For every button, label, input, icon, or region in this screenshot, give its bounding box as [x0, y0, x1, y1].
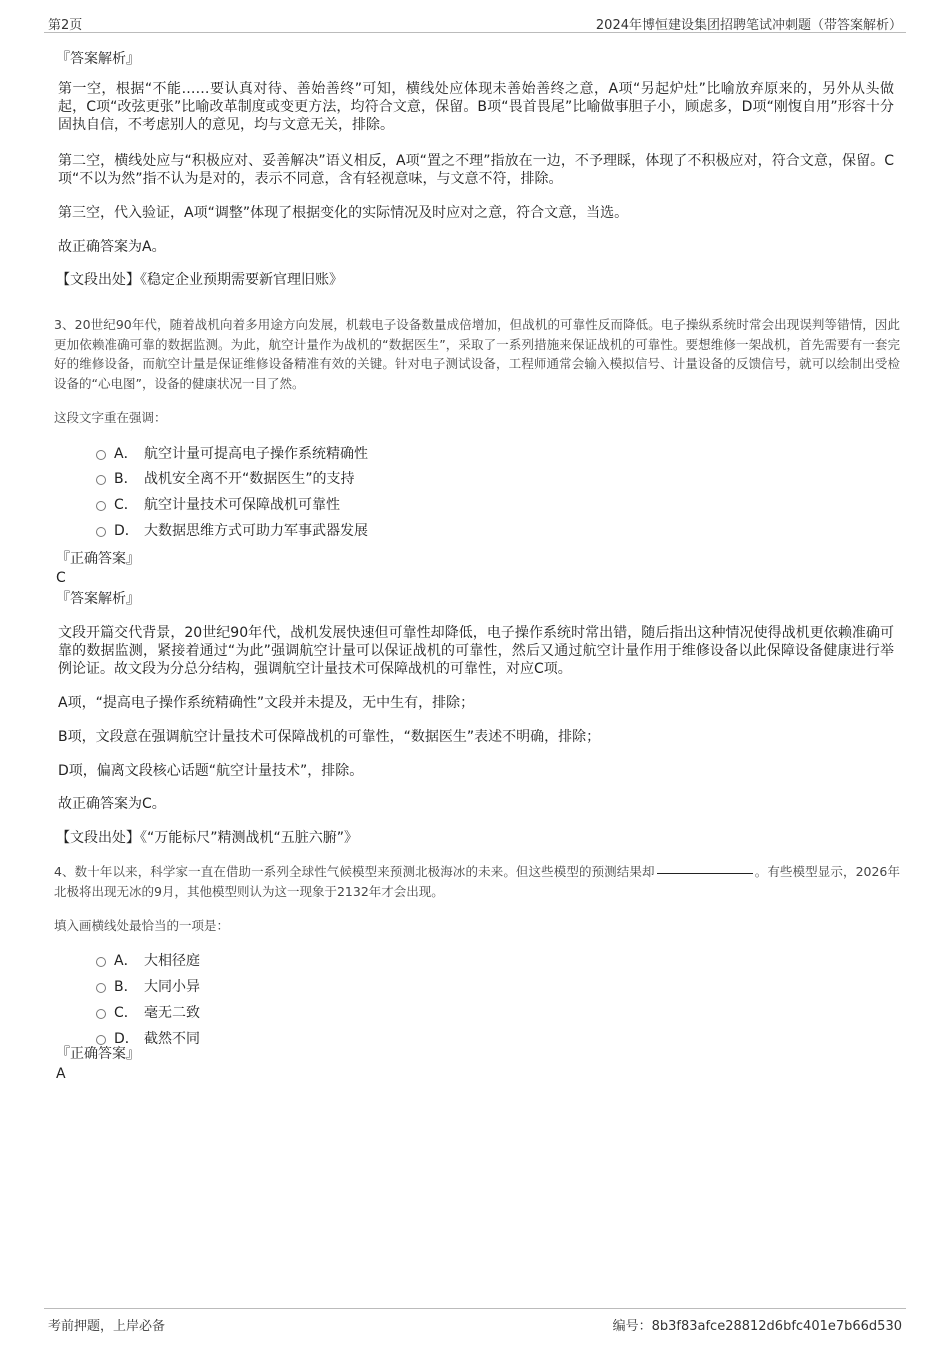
q2-analysis-p3: 第三空，代入验证，A项“调整”体现了根据变化的实际情况及时应对之意，符合文意，当选。	[58, 205, 629, 221]
option-letter: D．	[114, 523, 139, 539]
q3-analysis-p3: B项，文段意在强调航空计量技术可保障战机的可靠性，“数据医生”表述不明确，排除；	[58, 729, 601, 745]
q4-question-part2: 。有些模型显示，2026年北极将出现无冰的9月，其他模型则认为这一现象于2132年才会出现。	[54, 864, 900, 899]
q3-question-text: 3、20世纪90年代，随着战机向着多用途方向发展，机载电子设备数量成倍增加，但战机的可靠性反而降低。电子操纵系统时常会出现误判等错情，因此更加依赖准确可靠的数据监测。为此，航空计量作为战机的“数据医生”，采取了一系列措施来保证战机的可靠性。要想维修一架战机，首先需要有一套完好的维修设备，而航空计量是保证维修设备精准有效的关键。针对电子测试设备，工程师通常会输入模拟信号、计量设备的反馈信号，就可以绘制出受检设备的“心电图”，设备的健康状况一目了然。	[54, 317, 900, 391]
option-text: 截然不同	[144, 1031, 200, 1047]
q3-option-b[interactable]	[96, 470, 355, 488]
document-id: 编号：8b3f83afce28812d6bfc401e7b66d530	[612, 1319, 902, 1334]
q4-prompt: 填入画横线处最恰当的一项是：	[54, 918, 230, 933]
page-footer	[44, 1308, 906, 1334]
radio-icon[interactable]	[96, 1009, 106, 1019]
page-number: 第2页	[48, 18, 83, 33]
option-text: 大同小异	[144, 979, 200, 995]
q3-analysis-p1: 文段开篇交代背景，20世纪90年代，战机发展快速但可靠性却降低，电子操作系统时常出错，随后指出这种情况使得战机更依赖准确可靠的数据监测，紧接着通过“为此”强调航空计量可以保证战机的可靠性，然后又通过航空计量作用于维修设备以此保障设备健康进行举例论证。故文段为分总分结构，强调航空计量技术可保障战机的可靠性，对应C项。	[58, 625, 894, 677]
q2-source: 【文段出处】《稳定企业预期需要新官理旧账》	[56, 272, 343, 288]
q3-answer: C	[56, 570, 66, 586]
q2-conclusion: 故正确答案为A。	[58, 239, 166, 255]
fill-blank-line	[657, 863, 753, 874]
q2-analysis-label: 『答案解析』	[56, 51, 140, 67]
q3-answer-label: 『正确答案』	[56, 551, 140, 567]
option-text: 大相径庭	[144, 953, 200, 969]
q3-analysis-label: 『答案解析』	[56, 591, 140, 607]
q3-option-d[interactable]	[96, 522, 368, 540]
q4-option-a[interactable]	[96, 952, 200, 970]
q4-answer-label: 『正确答案』	[56, 1046, 140, 1062]
radio-icon[interactable]	[96, 450, 106, 460]
q4-option-c[interactable]	[96, 1004, 200, 1022]
q3-option-c[interactable]	[96, 496, 340, 514]
page-header	[44, 12, 906, 33]
q2-analysis-p1: 第一空，根据“不能……要认真对待、善始善终”可知，横线处应体现未善始善终之意，A项“另起炉灶”比喻放弃原来的，另外从头做起，C项“改弦更张”比喻改革制度或变更方法，均符合文意，保留。B项“畏首畏尾”比喻做事胆子小，顾虑多，D项“刚愎自用”形容十分固执自信，不考虑别人的意见，均与文意无关，排除。	[58, 81, 894, 133]
option-letter: C．	[114, 1005, 138, 1021]
radio-icon[interactable]	[96, 475, 106, 485]
option-letter: B．	[114, 471, 138, 487]
radio-icon[interactable]	[96, 527, 106, 537]
option-text: 航空计量可提高电子操作系统精确性	[144, 446, 368, 462]
option-text: 战机安全离不开“数据医生”的支持	[144, 471, 355, 487]
footer-slogan: 考前押题，上岸必备	[48, 1319, 166, 1334]
radio-icon[interactable]	[96, 983, 106, 993]
q4-question-part1: 4、数十年以来，科学家一直在借助一系列全球性气候模型来预测北极海冰的未来。但这些模型的预测结果却	[54, 864, 655, 879]
option-letter: D．	[114, 1031, 139, 1047]
q4-question-text	[54, 862, 900, 901]
q3-analysis-p2: A项，“提高电子操作系统精确性”文段并未提及，无中生有，排除；	[58, 695, 475, 711]
q3-prompt: 这段文字重在强调：	[54, 410, 167, 425]
option-text: 大数据思维方式可助力军事武器发展	[144, 523, 368, 539]
option-text: 毫无二致	[144, 1005, 200, 1021]
option-letter: C．	[114, 497, 138, 513]
radio-icon[interactable]	[96, 957, 106, 967]
radio-icon[interactable]	[96, 501, 106, 511]
option-text: 航空计量技术可保障战机可靠性	[144, 497, 340, 513]
q3-conclusion: 故正确答案为C。	[58, 796, 166, 812]
q3-option-a[interactable]	[96, 445, 368, 463]
q3-source: 【文段出处】《“万能标尺”精测战机“五脏六腑”》	[56, 830, 359, 846]
document-title: 2024年博恒建设集团招聘笔试冲刺题（带答案解析）	[595, 18, 902, 33]
q4-answer: A	[56, 1066, 66, 1082]
q2-analysis-p2: 第二空，横线处应与“积极应对、妥善解决”语义相反，A项“置之不理”指放在一边，不予理睬，体现了不积极应对，符合文意，保留。C项“不以为然”指不认为是对的，表示不同意，含有轻视意味，与文意不符，排除。	[58, 153, 894, 187]
q4-option-b[interactable]	[96, 978, 200, 996]
option-letter: B．	[114, 979, 138, 995]
option-letter: A．	[114, 446, 138, 462]
radio-icon[interactable]	[96, 1035, 106, 1045]
q3-analysis-p4: D项，偏离文段核心话题“航空计量技术”，排除。	[58, 763, 364, 779]
option-letter: A．	[114, 953, 138, 969]
